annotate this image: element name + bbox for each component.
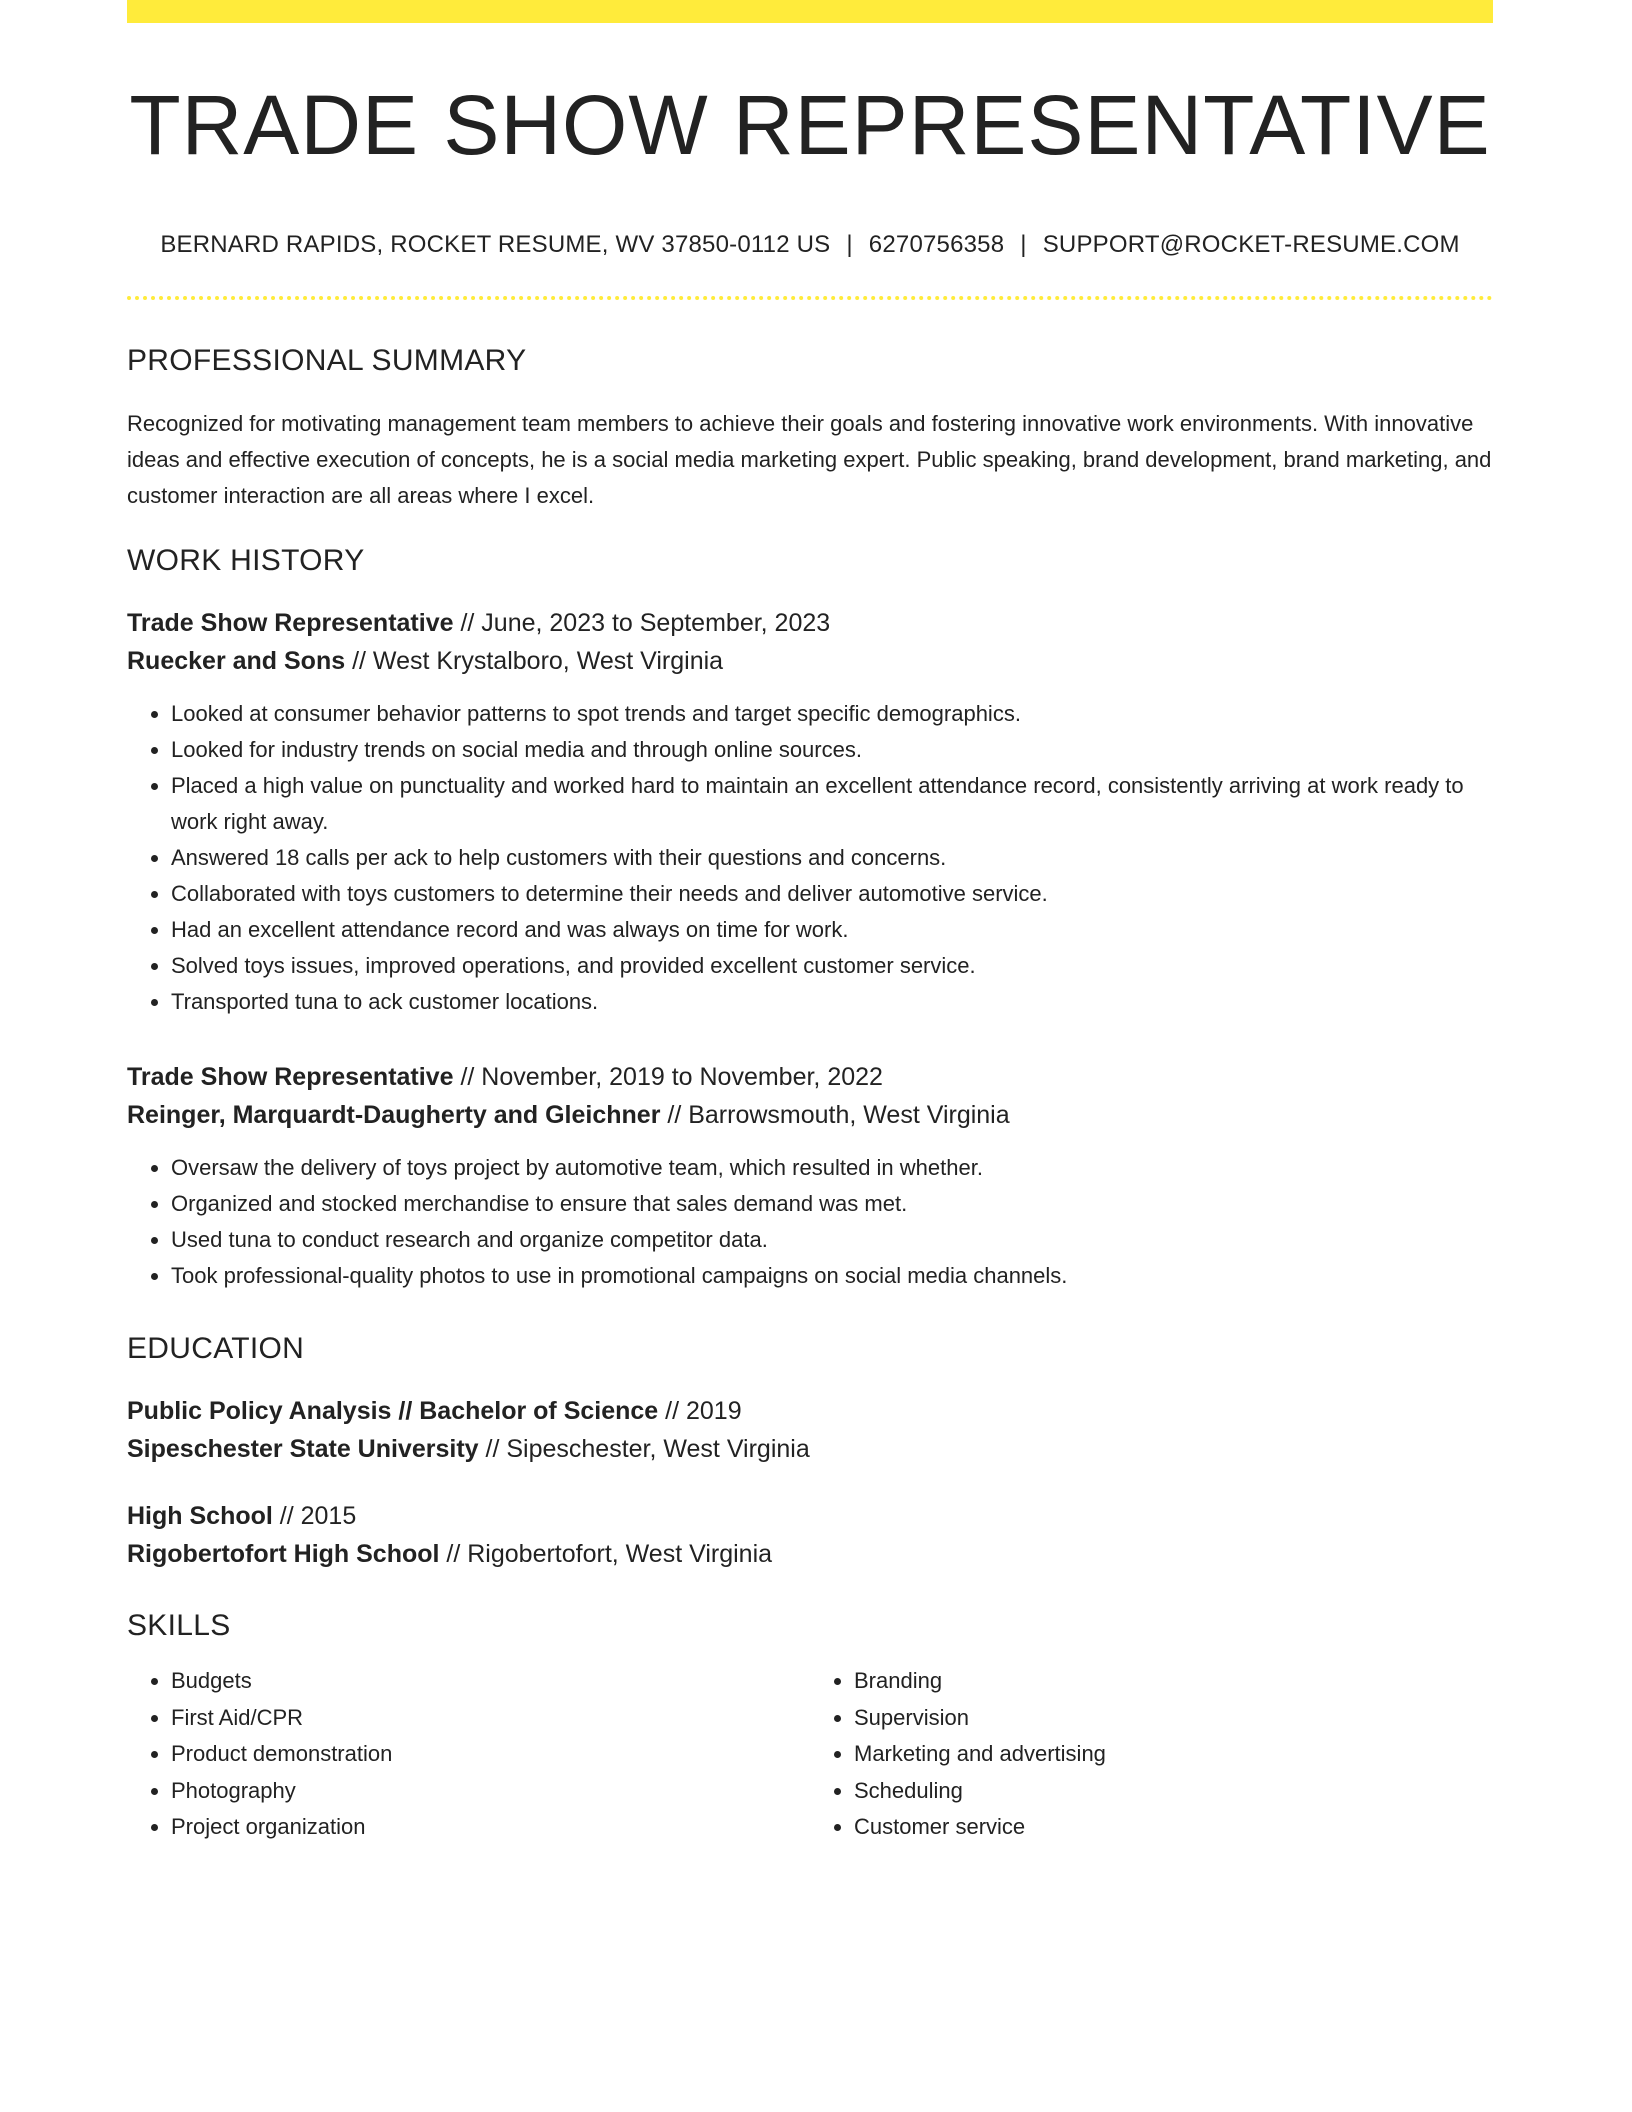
job-location: // Barrowsmouth, West Virginia (660, 1101, 1010, 1130)
job-location: // West Krystalboro, West Virginia (345, 647, 724, 676)
job-dates: // June, 2023 to September, 2023 (453, 609, 831, 638)
education-degree-line (127, 1392, 1493, 1430)
list-item: • Organized and stocked merchandise to ensure that sales demand was met. (171, 1186, 1493, 1222)
list-item: • Had an excellent attendance record and was always on time for work. (171, 912, 1493, 948)
job-dates: // November, 2019 to November, 2022 (453, 1063, 883, 1092)
education-entry (127, 1497, 1493, 1573)
job-bullets (127, 696, 1493, 1020)
education-entry (127, 1392, 1493, 1468)
education-degree: High School (127, 1502, 273, 1531)
education-school-line (127, 1535, 1493, 1573)
skills-list (127, 1663, 1493, 1846)
list-item: • Answered 18 calls per ack to help customers with their questions and concerns. (171, 840, 1493, 876)
job-entry (127, 1058, 1493, 1294)
skills-column-right (810, 1663, 1493, 1846)
contact-separator: | (846, 231, 853, 259)
job-company-line (127, 1096, 1493, 1134)
list-item: • Oversaw the delivery of toys project by automotive team, which resulted in whether. (171, 1150, 1493, 1186)
job-bullets (127, 1150, 1493, 1294)
job-title-line (127, 1058, 1493, 1096)
job-title: Trade Show Representative (127, 1063, 454, 1092)
contact-address: BERNARD RAPIDS, ROCKET RESUME, WV 37850-0112 US (160, 231, 831, 259)
education-school: Sipeschester State University (127, 1435, 479, 1464)
job-entry (127, 604, 1493, 1020)
contact-separator: | (1020, 231, 1027, 259)
skills-heading: SKILLS (127, 1609, 231, 1643)
skill-item: • Scheduling (854, 1773, 1493, 1810)
contact-phone: 6270756358 (868, 231, 1005, 259)
list-item: • Transported tuna to ack customer locations. (171, 984, 1493, 1020)
summary-heading: PROFESSIONAL SUMMARY (127, 344, 527, 378)
education-location: // Sipeschester, West Virginia (478, 1435, 810, 1464)
skill-item: • Marketing and advertising (854, 1736, 1493, 1773)
skill-item: • Photography (171, 1773, 810, 1810)
summary-text: Recognized for motivating management team members to achieve their goals and fostering innovative work environments. With innovative ideas and effective execution of concepts, he is a social media marketing expert. Public speaking, brand development, brand marketing, and customer interaction are all areas where I excel. (127, 411, 1492, 509)
education-school-line (127, 1430, 1493, 1468)
education-location: // Rigobertofort, West Virginia (439, 1540, 773, 1569)
job-title-line (127, 604, 1493, 642)
list-item: • Solved toys issues, improved operations, and provided excellent customer service. (171, 948, 1493, 984)
skills-column-left (127, 1663, 810, 1846)
skill-item: • Project organization (171, 1809, 810, 1846)
list-item: • Placed a high value on punctuality and worked hard to maintain an excellent attendance record, consistently arriving at work ready to work right away. (171, 768, 1493, 840)
job-company-line (127, 642, 1493, 680)
education-year: // 2019 (658, 1397, 742, 1426)
list-item: • Looked at consumer behavior patterns to spot trends and target specific demographics. (171, 696, 1493, 732)
resume-title: TRADE SHOW REPRESENTATIVE (129, 78, 1491, 172)
job-company: Reinger, Marquardt-Daugherty and Gleichner (127, 1101, 661, 1130)
job-company: Ruecker and Sons (127, 647, 346, 676)
education-degree: Public Policy Analysis // Bachelor of Science (127, 1397, 659, 1426)
job-title: Trade Show Representative (127, 609, 454, 638)
education-school: Rigobertofort High School (127, 1540, 440, 1569)
education-degree-line (127, 1497, 1493, 1535)
skill-item: • Product demonstration (171, 1736, 810, 1773)
contact-email: SUPPORT@ROCKET-RESUME.COM (1042, 231, 1460, 259)
education-year: // 2015 (272, 1502, 357, 1531)
skill-item: • Branding (854, 1663, 1493, 1700)
accent-top-bar (127, 0, 1493, 23)
education-heading: EDUCATION (127, 1332, 305, 1366)
skill-item: • Budgets (171, 1663, 810, 1700)
skill-item: • Supervision (854, 1700, 1493, 1737)
list-item: • Collaborated with toys customers to determine their needs and deliver automotive service. (171, 876, 1493, 912)
resume-page (127, 0, 1493, 1846)
dotted-divider (127, 296, 1493, 300)
list-item: • Looked for industry trends on social media and through online sources. (171, 732, 1493, 768)
list-item: • Took professional-quality photos to use in promotional campaigns on social media channels. (171, 1258, 1493, 1294)
list-item: • Used tuna to conduct research and organize competitor data. (171, 1222, 1493, 1258)
skill-item: • Customer service (854, 1809, 1493, 1846)
work-history-heading: WORK HISTORY (127, 544, 365, 578)
contact-line (127, 231, 1493, 259)
skill-item: • First Aid/CPR (171, 1700, 810, 1737)
